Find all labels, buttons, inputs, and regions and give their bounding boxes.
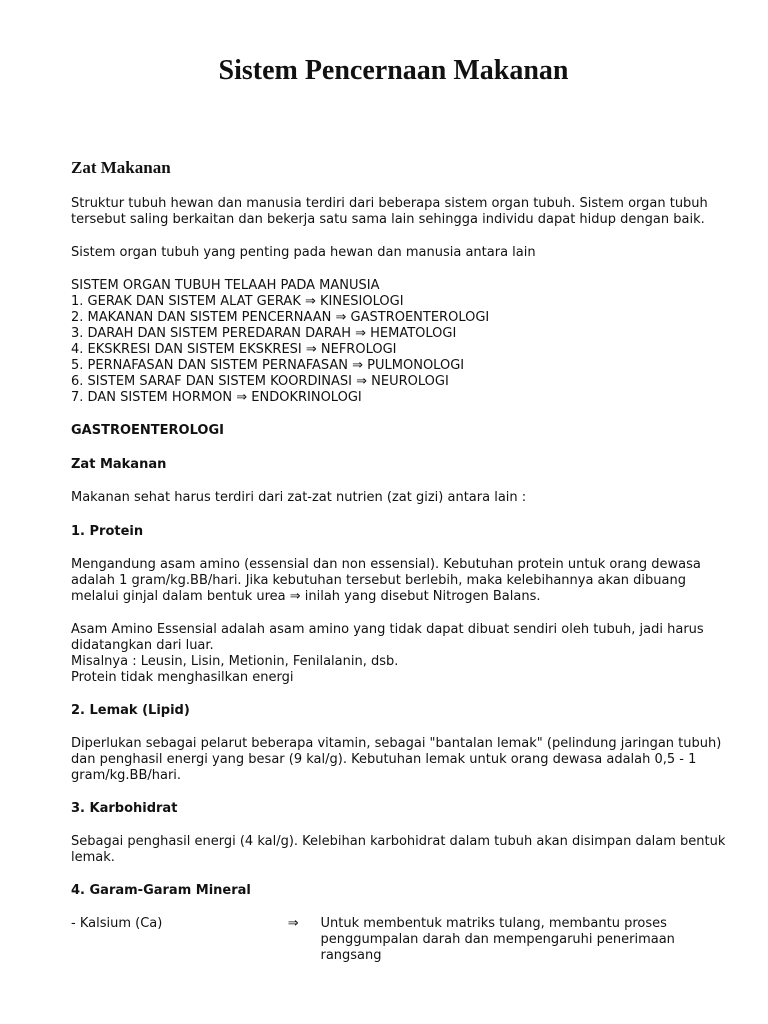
intro-paragraph: Struktur tubuh hewan dan manusia terdiri dari beberapa sistem organ tubuh. Sistem organ tubuh tersebut saling berkaitan dan bekerja satu sama lain sehingga individu dapat hidup dengan baik.	[71, 196, 708, 227]
protein-line-2: Misalnya : Leusin, Lisin, Metionin, Fenilalanin, dsb.	[71, 654, 399, 669]
list-item: 6. SISTEM SARAF DAN SISTEM KOORDINASI ⇒ NEUROLOGI	[71, 374, 449, 389]
organ-intro-paragraph: Sistem organ tubuh yang penting pada hewan dan manusia antara lain	[71, 245, 536, 260]
protein-heading: 1. Protein	[71, 524, 144, 539]
karbohidrat-heading: 3. Karbohidrat	[71, 801, 178, 816]
list-item: 1. GERAK DAN SISTEM ALAT GERAK ⇒ KINESIOLOGI	[71, 294, 404, 309]
mineral-description: Untuk membentuk matriks tulang, membantu proses penggumpalan darah dan mempengaruhi penerimaan rangsang	[320, 916, 675, 963]
page-title: Sistem Pencernaan Makanan	[218, 55, 569, 86]
list-item: 7. DAN SISTEM HORMON ⇒ ENDOKRINOLOGI	[71, 390, 362, 405]
organ-system-heading: SISTEM ORGAN TUBUH TELAAH PADA MANUSIA	[71, 278, 380, 293]
zat-makanan-subheading: Zat Makanan	[71, 457, 167, 472]
implies-arrow-icon: ⇒	[287, 916, 299, 931]
protein-line-3: Protein tidak menghasilkan energi	[71, 670, 294, 685]
lemak-paragraph: Diperlukan sebagai pelarut beberapa vitamin, sebagai "bantalan lemak" (pelindung jaringan tubuh) dan penghasil energi yang besar (9 kal/g). Kebutuhan lemak untuk orang dewasa adalah 0,5 - 1 gram/kg.BB/hari.	[71, 736, 722, 783]
section-heading-zat-makanan: Zat Makanan	[71, 158, 171, 177]
mineral-heading: 4. Garam-Garam Mineral	[71, 883, 251, 898]
protein-paragraph-1: Mengandung asam amino (essensial dan non essensial). Kebutuhan protein untuk orang dewasa adalah 1 gram/kg.BB/hari. Jika kebutuhan tersebut berlebih, maka kelebihannya akan dibuang melalui ginjal dalam bentuk urea ⇒ inilah yang disebut Nitrogen Balans.	[71, 557, 701, 604]
protein-line-1: Asam Amino Essensial adalah asam amino yang tidak dapat dibuat sendiri oleh tubuh, jadi harus didatangkan dari luar.	[71, 622, 704, 653]
list-item: 4. EKSKRESI DAN SISTEM EKSKRESI ⇒ NEFROLOGI	[71, 342, 397, 357]
organ-system-list	[71, 294, 728, 406]
mineral-row	[71, 916, 728, 964]
karbohidrat-paragraph: Sebagai penghasil energi (4 kal/g). Kelebihan karbohidrat dalam tubuh akan disimpan dalam bentuk lemak.	[71, 834, 726, 865]
protein-paragraph-2	[71, 622, 728, 686]
lemak-heading: 2. Lemak (Lipid)	[71, 703, 190, 718]
list-item: 3. DARAH DAN SISTEM PEREDARAN DARAH ⇒ HEMATOLOGI	[71, 326, 457, 341]
zat-intro-paragraph: Makanan sehat harus terdiri dari zat-zat nutrien (zat gizi) antara lain :	[71, 490, 527, 505]
gastro-heading: GASTROENTEROLOGI	[71, 423, 224, 438]
mineral-name: - Kalsium (Ca)	[71, 916, 163, 931]
list-item: 2. MAKANAN DAN SISTEM PENCERNAAN ⇒ GASTROENTEROLOGI	[71, 310, 490, 325]
list-item: 5. PERNAFASAN DAN SISTEM PERNAFASAN ⇒ PULMONOLOGI	[71, 358, 465, 373]
